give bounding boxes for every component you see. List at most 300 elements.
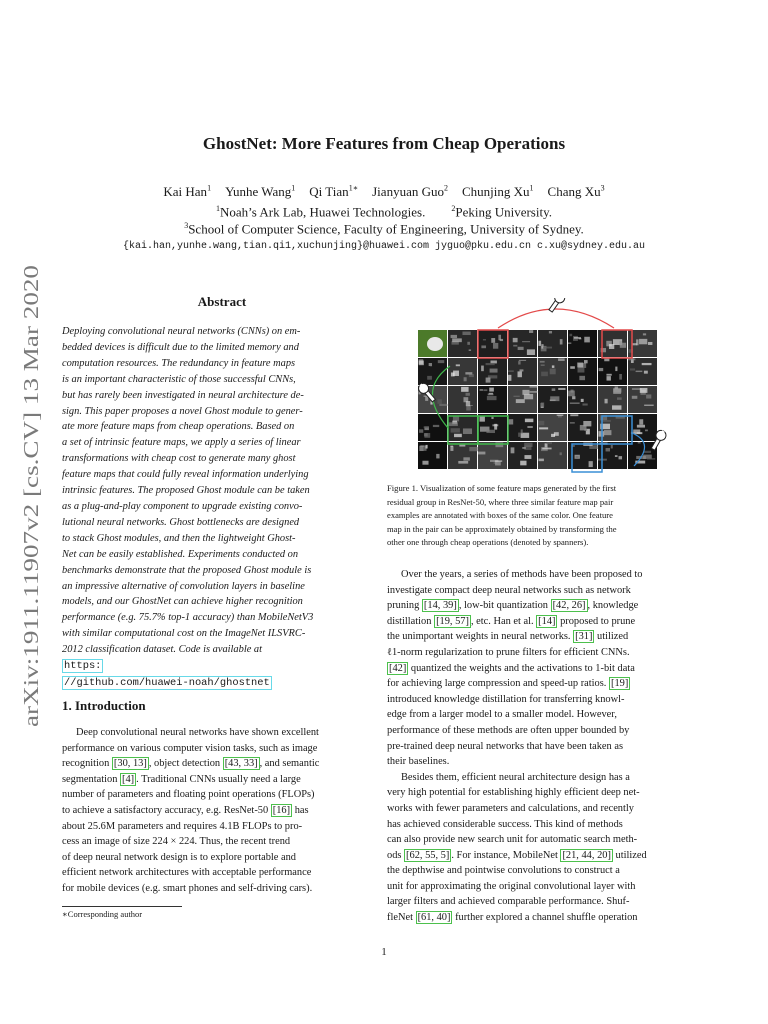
text-line — [387, 910, 685, 926]
text-line — [62, 787, 362, 803]
text-line — [387, 676, 685, 692]
author — [548, 184, 605, 199]
abstract-line: lutional neural networks. Ghost bottlenecks are designed — [62, 516, 300, 528]
feature-map-texture — [520, 461, 526, 466]
text-line — [387, 785, 685, 801]
arxiv-stamp-graphic — [8, 262, 48, 732]
text-line — [387, 754, 685, 770]
feature-map-texture — [636, 371, 643, 372]
footnote: ∗Corresponding author — [62, 909, 143, 919]
feature-map-texture — [589, 461, 593, 467]
citation-link[interactable]: [14] — [538, 615, 556, 627]
abstract-line: transformations with cheap cost to generate many ghost — [62, 453, 296, 465]
abstract-line: benchmarks demonstrate that the proposed Ghost module is — [62, 564, 312, 576]
feature-map-texture — [527, 349, 535, 355]
author-list — [0, 184, 768, 200]
abstract-line: Net can be easily established. Experiments conducted on — [62, 548, 299, 560]
text-line — [387, 739, 685, 755]
feature-map-texture — [538, 341, 541, 346]
feature-map-texture — [483, 339, 486, 340]
caption-line: examples are annotated with boxes of the same color. One feature — [387, 510, 613, 521]
feature-map-texture — [538, 421, 544, 425]
feature-map-texture — [547, 442, 552, 444]
citation-link[interactable]: [42] — [389, 662, 407, 674]
feature-map-texture — [518, 371, 522, 377]
text-run: has — [292, 804, 309, 816]
text-run: the depthwise and pointwise convolutions to construct a — [387, 865, 620, 877]
feature-map-texture — [529, 330, 533, 333]
author — [225, 184, 295, 199]
feature-map-texture — [436, 454, 439, 459]
feature-map-texture — [648, 342, 652, 345]
text-line — [387, 863, 685, 879]
feature-map-texture — [570, 403, 580, 404]
text-line — [62, 865, 362, 881]
feature-map-texture — [486, 430, 495, 433]
feature-map-texture — [481, 366, 484, 372]
text-line — [387, 894, 685, 910]
feature-map-texture — [606, 448, 610, 451]
feature-map-texture — [572, 445, 574, 447]
text-run: utilized — [612, 849, 647, 861]
feature-map-texture — [491, 417, 493, 419]
feature-map-texture — [480, 389, 483, 390]
abstract-line: bedded devices is difficult due to the limited memory and — [62, 341, 299, 353]
feature-map-texture — [465, 372, 472, 374]
text-run: , knowledge — [587, 600, 639, 612]
citation-link[interactable]: [42, 26] — [552, 600, 586, 612]
text-line — [387, 801, 685, 817]
feature-map-texture — [550, 369, 556, 375]
feature-map-texture — [558, 358, 565, 361]
affiliation-peking: Peking University. — [455, 204, 552, 220]
text-run: has achieved considerable success. This kind of methods — [387, 818, 623, 830]
feature-map-tile — [478, 330, 507, 357]
caption-line: other one through cheap operations (denoted by spanners). — [387, 537, 589, 548]
text-line — [387, 567, 685, 583]
text-line — [387, 707, 685, 723]
feature-map-texture — [543, 347, 552, 349]
feature-map-texture — [646, 394, 651, 398]
text-line — [62, 741, 362, 757]
feature-map-texture — [632, 388, 642, 389]
paper-title: GhostNet: More Features from Cheap Operations — [202, 134, 566, 153]
page-number: 1 — [381, 946, 387, 958]
affiliation-noahs-ark: Noah’s Ark Lab, Huawei Technologies. — [219, 204, 426, 220]
text-run: efficient network architectures with acceptable performance — [62, 867, 312, 879]
feature-map-texture — [419, 446, 424, 451]
feature-map-texture — [613, 389, 621, 394]
feature-map-texture — [557, 415, 564, 416]
feature-map-texture — [483, 389, 487, 391]
feature-map-texture — [599, 368, 604, 371]
feature-map-texture — [615, 455, 618, 457]
spanner-icon — [546, 298, 566, 314]
feature-map-texture — [438, 360, 444, 363]
text-run: further explored a channel shuffle operation — [452, 912, 638, 924]
feature-map-texture — [518, 361, 520, 364]
feature-map-texture — [433, 425, 439, 427]
feature-map-texture — [466, 401, 470, 406]
feature-map-texture — [612, 405, 621, 409]
feature-map-texture — [430, 364, 432, 367]
feature-map-texture — [539, 427, 548, 429]
abstract-line: to stack Ghost modules, and then the lightweight Ghost- — [62, 532, 296, 544]
feature-map-texture — [584, 337, 590, 343]
feature-map-texture — [467, 342, 470, 345]
caption-line: Figure 1. Visualization of some feature maps generated by the first — [387, 483, 617, 493]
feature-map-texture — [422, 461, 428, 465]
feature-map-texture — [619, 341, 622, 345]
feature-map-texture — [494, 424, 497, 430]
feature-map-texture — [419, 361, 424, 366]
feature-map-texture — [454, 434, 462, 437]
abstract-line: as a plug-and-play component to upgrade existing convo- — [62, 500, 303, 512]
feature-map-texture — [574, 337, 581, 338]
feature-map-texture — [632, 343, 637, 345]
author-affiliation-mark: 1 — [529, 184, 534, 193]
author-emails: {kai.han,yunhe.wang,tian.qi1,xuchunjing}@huawei.com jyguo@pku.edu.cn c.xu@sydney.edu.au — [122, 241, 646, 252]
text-run: . For instance, MobileNet — [451, 849, 561, 861]
text-line — [387, 614, 685, 630]
feature-map-texture — [498, 335, 501, 340]
abstract-line: is an important characteristic of those successful CNNs, — [62, 373, 296, 385]
text-line — [387, 692, 685, 708]
feature-map-grid — [408, 298, 668, 478]
feature-map-texture — [508, 419, 513, 424]
text-run: ℓ1-norm regularization to prune filters for efficient CNNs. — [387, 646, 630, 658]
feature-map-texture — [606, 374, 611, 376]
feature-map-texture — [453, 416, 459, 421]
text-line — [62, 756, 362, 772]
feature-map-texture — [486, 363, 495, 365]
feature-map-texture — [524, 455, 531, 459]
citation-link[interactable]: [19, 57] — [436, 615, 469, 627]
text-run: for achieving large compression and speed-up ratios. — [387, 678, 609, 690]
figure-1 — [408, 298, 668, 478]
feature-map-texture — [425, 445, 427, 449]
feature-map-texture — [516, 399, 525, 403]
feature-map-texture — [642, 363, 652, 365]
text-run: , object detection — [148, 758, 223, 770]
introduction-body — [62, 725, 362, 897]
text-run: their baselines. — [387, 756, 450, 768]
text-line — [387, 598, 685, 614]
text-line — [387, 723, 685, 739]
feature-map-texture — [639, 419, 643, 424]
feature-map-texture — [513, 396, 519, 397]
feature-map-texture — [584, 360, 588, 363]
text-line — [387, 848, 685, 864]
affiliation-line-1 — [0, 204, 768, 220]
feature-map-texture — [439, 404, 447, 406]
feature-map-texture — [647, 458, 655, 459]
transform-arrow-red — [498, 309, 614, 328]
affiliation-line-2 — [0, 221, 768, 237]
text-line — [387, 629, 685, 645]
author-affiliation-mark: 1 — [207, 184, 212, 193]
feature-map-texture — [511, 447, 515, 453]
feature-map-texture — [463, 457, 469, 460]
abstract-line: computation resources. The redundancy in feature maps — [62, 357, 296, 369]
feature-map-texture — [459, 445, 465, 447]
text-run: very high potential for establishing highly efficient deep net- — [387, 787, 640, 799]
feature-map-texture — [525, 419, 533, 423]
feature-map-texture — [493, 343, 498, 349]
author-name: Yunhe Wang — [225, 184, 292, 200]
feature-map-texture — [530, 391, 540, 392]
text-run: recognition — [62, 758, 112, 770]
affiliation-mark: 3 — [184, 221, 189, 230]
feature-map-texture — [570, 366, 575, 369]
footnote-rule — [62, 906, 182, 907]
abstract-code-link-line — [62, 675, 362, 692]
feature-map-texture — [495, 460, 502, 461]
abstract-line: an impressive alternative of convolution layers in baseline — [62, 580, 305, 592]
text-run: about 25.6M parameters and requires 4.1B FLOPs to pro- — [62, 820, 303, 832]
feature-map-texture — [644, 405, 654, 406]
abstract-line: feature maps that could fully reveal information underlying — [62, 469, 309, 481]
feature-map-texture — [570, 422, 575, 423]
feature-map-texture — [524, 394, 533, 399]
abstract-heading: Abstract — [197, 294, 247, 309]
feature-map-texture — [637, 425, 645, 428]
feature-map-texture — [489, 393, 493, 395]
feature-map-texture — [461, 387, 468, 392]
feature-map-texture — [519, 360, 526, 361]
feature-map-texture — [580, 425, 587, 430]
text-run: Besides them, efficient neural architecture design has a — [401, 771, 630, 783]
citation-link[interactable]: [21, 44, 20] — [562, 849, 611, 861]
feature-map-texture — [568, 391, 575, 397]
feature-map-texture — [638, 442, 641, 443]
text-run: performance on various computer vision tasks, such as image — [62, 742, 318, 754]
abstract-body — [62, 324, 362, 692]
author-affiliation-mark: 3 — [600, 184, 605, 193]
feature-map-texture — [519, 369, 523, 371]
feature-map-tile — [568, 330, 597, 357]
author-affiliation-mark: 1 — [291, 184, 296, 193]
code-link[interactable]: //github.com/huawei-noah/ghostnet — [64, 676, 270, 689]
feature-map-texture — [541, 372, 548, 377]
feature-map-texture — [464, 377, 467, 381]
feature-map-texture — [570, 334, 573, 337]
feature-map-texture — [579, 376, 585, 380]
text-run: unit for approximating the original convolutional layer with — [387, 880, 636, 892]
feature-map-texture — [450, 446, 453, 451]
text-line — [387, 583, 685, 599]
feature-map-texture — [490, 369, 498, 373]
feature-map-texture — [508, 370, 514, 371]
author — [309, 184, 358, 199]
abstract-line: but has rarely been investigated in neural architecture de- — [62, 389, 304, 401]
abstract-line: performance (e.g. 75.7% top-1 accuracy) than MobileNetV3 — [62, 612, 314, 624]
author-name: Jianyuan Guo — [372, 184, 444, 200]
feature-map-texture — [605, 399, 608, 404]
abstract-code-link-line — [62, 658, 362, 675]
feature-map-texture — [518, 433, 520, 437]
text-run: distillation — [387, 615, 435, 627]
text-run: , low-bit quantization — [458, 600, 551, 612]
citation-link[interactable]: [61, 40] — [417, 912, 451, 924]
feature-map-texture — [581, 399, 584, 402]
feature-map-texture — [551, 434, 555, 437]
feature-map-texture — [560, 452, 562, 455]
abstract-line: sign. This paper proposes a novel Ghost module to gener- — [62, 405, 303, 417]
abstract-line: a set of intrinsic feature maps, we apply a series of linear — [62, 437, 301, 449]
text-run: for mobile devices (e.g. smart phones and self-driving cars). — [62, 882, 313, 894]
feature-map-texture — [645, 430, 648, 432]
citation-link[interactable]: [16] — [272, 804, 291, 816]
feature-map-texture — [508, 375, 511, 381]
feature-map-tile — [598, 358, 627, 385]
text-line — [62, 881, 362, 897]
feature-map-tile — [418, 414, 447, 441]
text-run: , and semantic — [259, 758, 320, 770]
text-line — [387, 770, 685, 786]
feature-map-texture — [479, 416, 484, 422]
abstract-text — [62, 324, 362, 658]
text-line — [62, 850, 362, 866]
feature-map-texture — [466, 393, 470, 396]
feature-map-texture — [456, 364, 460, 366]
author-name: Chunjing Xu — [461, 184, 530, 200]
feature-map-texture — [530, 386, 538, 387]
citation-link[interactable]: [31] — [575, 631, 593, 643]
text-run: number of parameters and floating point operations (FLOPs) — [62, 789, 315, 801]
feature-map-texture — [560, 339, 563, 344]
caption-line: residual group in ResNet-50, where three similar feature map pair — [387, 496, 614, 507]
feature-map-texture — [644, 451, 651, 453]
feature-map-texture — [451, 335, 457, 338]
text-run: pruning — [387, 600, 422, 612]
feature-map-texture — [552, 365, 555, 367]
feature-map-texture — [609, 344, 614, 349]
text-run: proposed to prune — [557, 615, 636, 627]
text-line — [387, 832, 685, 848]
text-run: works with fewer parameters and calculations, and recently — [387, 802, 634, 814]
text-run: performance of these methods are often upper bounded by — [387, 724, 630, 736]
feature-map-texture — [469, 349, 471, 351]
feature-map-texture — [521, 429, 523, 433]
text-run: pre-trained deep neural networks that have been taken as — [387, 740, 623, 752]
feature-map-texture — [518, 347, 524, 350]
citation-link[interactable]: [19] — [610, 678, 629, 690]
feature-map-texture — [489, 388, 494, 392]
author-affiliation-mark: 1∗ — [348, 184, 359, 193]
citation-link[interactable]: [62, 55, 5] — [406, 849, 450, 861]
section-heading-introduction: 1. Introduction — [62, 698, 146, 713]
feature-map-texture — [427, 376, 432, 380]
feature-map-texture — [552, 388, 556, 391]
feature-map-texture — [424, 426, 429, 428]
author-name: Chang Xu — [547, 184, 601, 200]
citation-link[interactable]: [30, 13] — [113, 758, 147, 770]
abstract-line: models, and our GhostNet can achieve higher recognition — [62, 596, 303, 608]
feature-map-tile — [538, 330, 567, 357]
feature-map-texture — [619, 374, 622, 380]
text-run: utilized — [594, 631, 629, 643]
feature-map-texture — [639, 339, 647, 344]
feature-map-texture — [630, 368, 635, 370]
text-run: fleNet — [387, 912, 416, 924]
feature-map-texture — [524, 443, 532, 447]
feature-map-texture — [481, 345, 486, 348]
citation-link[interactable]: [4] — [122, 773, 135, 785]
arxiv-stamp — [8, 262, 48, 732]
feature-map-texture — [577, 367, 584, 372]
feature-map-texture — [451, 372, 455, 376]
text-run: the unimportant weights in neural networks. — [387, 631, 574, 643]
feature-map-texture — [577, 362, 583, 367]
text-run: Over the years, a series of methods have been proposed to — [401, 569, 643, 580]
feature-map-texture — [419, 429, 423, 432]
text-run: cess an image of size 224 × 224. Thus, the recent trend — [62, 836, 291, 848]
feature-map-texture — [576, 456, 579, 457]
text-run: of deep neural network design is to explore portable and — [62, 851, 297, 863]
input-image-subject — [427, 337, 443, 351]
feature-map-texture — [463, 428, 472, 434]
abstract-line: with similar computational cost on the ImageNet ILSVRC- — [62, 628, 306, 640]
author — [372, 184, 448, 199]
feature-map-tile — [448, 358, 477, 385]
author — [163, 184, 211, 199]
text-run: to achieve a satisfactory accuracy, e.g. ResNet-50 — [62, 804, 271, 816]
feature-map-tile — [538, 442, 567, 469]
feature-map-texture — [522, 341, 530, 342]
text-run: larger filters and achieved comparable performance. Shuf- — [387, 896, 630, 908]
introduction-body-right — [387, 567, 685, 926]
feature-map-texture — [570, 414, 578, 416]
feature-map-texture — [462, 332, 470, 335]
arxiv-stamp-text: arXiv:1911.11907v2 [cs.CV] 13 Mar 2020 — [19, 360, 43, 727]
author — [462, 184, 534, 199]
abstract-line: intrinsic features. The proposed Ghost module can be taken — [62, 485, 310, 497]
citation-link[interactable]: [14, 39] — [423, 600, 457, 612]
feature-map-texture — [437, 399, 441, 404]
feature-map-tiles — [418, 330, 657, 469]
feature-map-texture — [632, 396, 638, 399]
text-run: . Traditional CNNs usually need a large — [136, 773, 301, 785]
feature-map-texture — [615, 367, 617, 372]
feature-map-texture — [540, 361, 545, 363]
author-name: Qi Tian — [309, 184, 349, 200]
citation-link[interactable]: [43, 33] — [224, 758, 258, 770]
affiliation-sydney: School of Computer Science, Faculty of Engineering, University of Sydney. — [188, 221, 584, 237]
feature-map-texture — [606, 376, 610, 380]
text-run: introduced knowledge distillation for transferring knowl- — [387, 693, 625, 705]
feature-map-texture — [452, 338, 462, 342]
feature-map-texture — [617, 397, 622, 399]
text-line — [387, 817, 685, 833]
feature-map-texture — [513, 345, 517, 347]
text-line — [387, 661, 685, 677]
feature-map-texture — [541, 402, 544, 406]
feature-map-texture — [539, 459, 544, 462]
text-run: edge from a larger model to a smaller model. However, — [387, 709, 617, 721]
code-link[interactable]: https: — [64, 660, 102, 673]
abstract-line: 2012 classification dataset. Code is available at — [62, 644, 263, 656]
feature-map-texture — [619, 456, 623, 459]
feature-map-texture — [522, 447, 526, 449]
text-run: investigate compact deep neural networks such as network — [387, 584, 631, 596]
feature-map-texture — [487, 396, 497, 400]
text-run: can also provide new search unit for automatic search meth- — [387, 834, 638, 846]
text-line — [62, 803, 362, 819]
feature-map-texture — [541, 365, 545, 366]
text-run: segmentation — [62, 773, 121, 785]
feature-map-texture — [451, 428, 460, 432]
